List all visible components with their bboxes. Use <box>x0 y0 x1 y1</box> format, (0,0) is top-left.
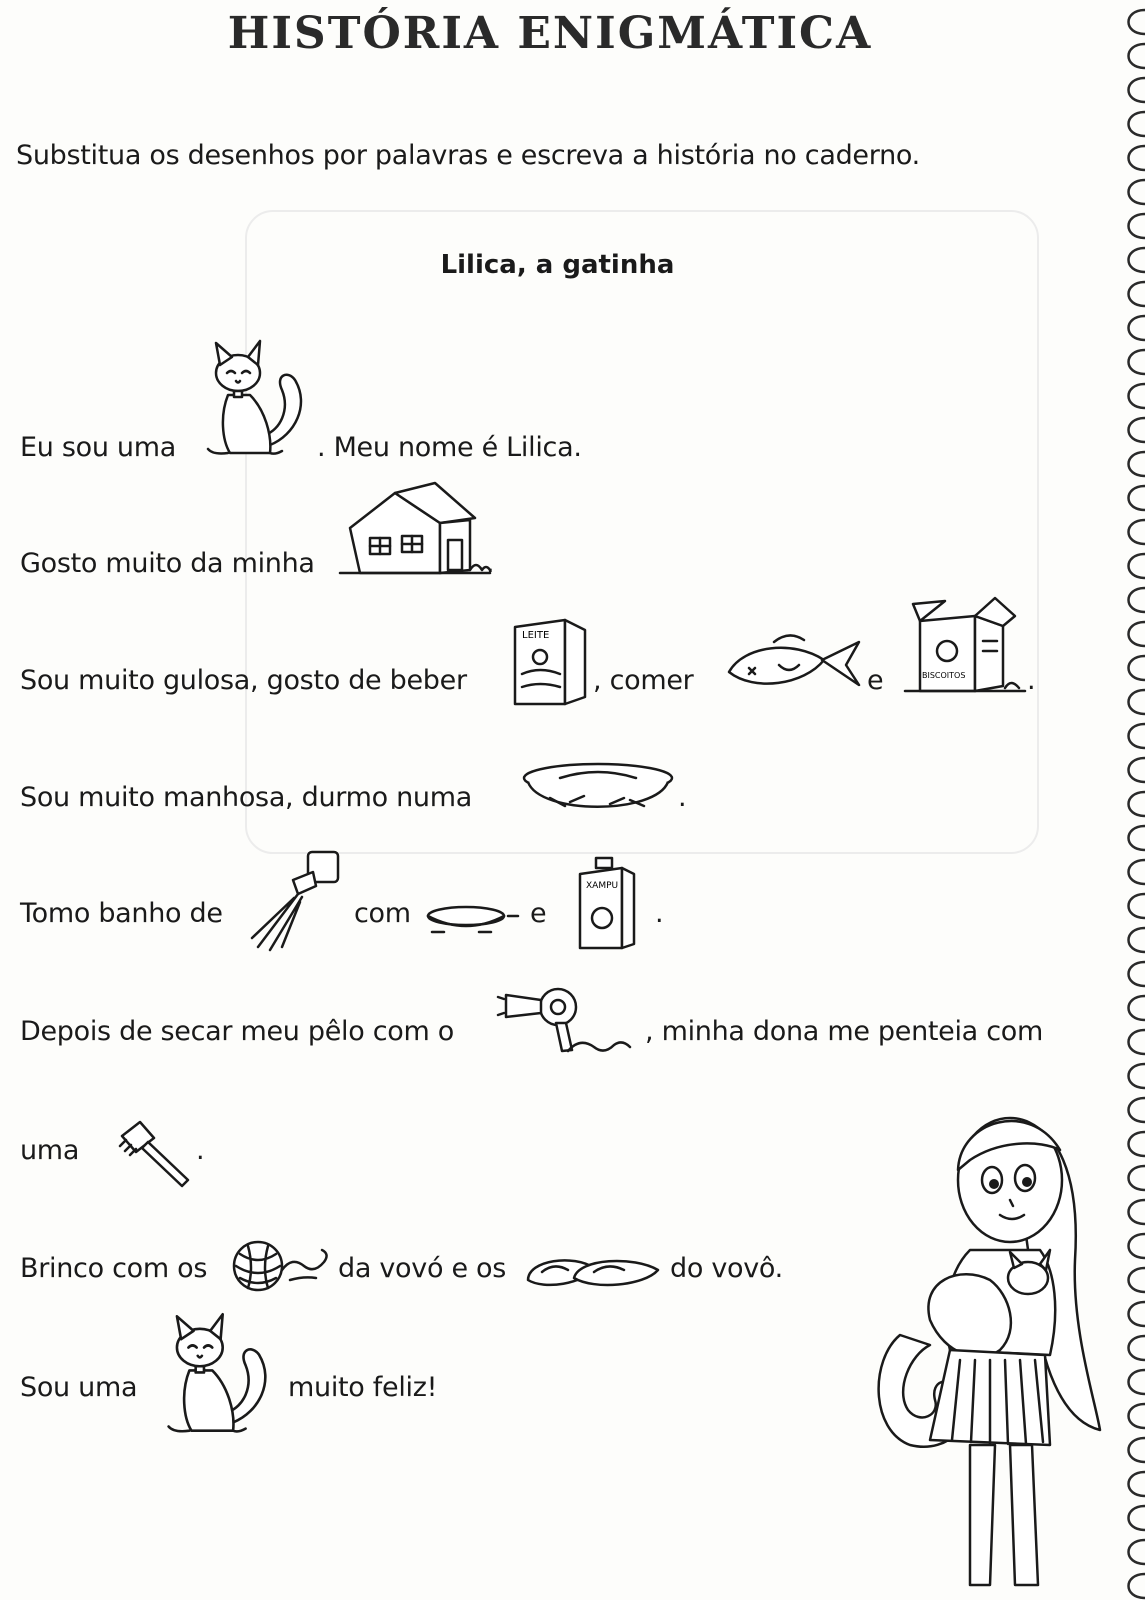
cat-icon <box>160 1308 275 1438</box>
story-line-7-start: uma <box>20 1135 80 1166</box>
spiral-loop <box>1129 622 1145 646</box>
spiral-loop <box>1129 1098 1145 1122</box>
spiral-binding <box>1105 0 1145 1600</box>
story-line-8-end: do vovô. <box>670 1253 783 1284</box>
spiral-loop <box>1129 724 1145 748</box>
spiral-loop <box>1129 656 1145 680</box>
spiral-loop <box>1129 1506 1145 1530</box>
spiral-loop <box>1129 248 1145 272</box>
shampoo-icon <box>572 856 642 956</box>
spiral-loop <box>1129 520 1145 544</box>
fish-icon <box>724 630 864 695</box>
story-line-5-and: e <box>530 898 547 929</box>
spiral-loop <box>1129 1268 1145 1292</box>
spiral-loop <box>1129 1234 1145 1258</box>
instruction-text: Substitua os desenhos por palavras e escreva a história no caderno. <box>16 140 920 171</box>
spiral-loop <box>1129 1370 1145 1394</box>
spiral-loop <box>1129 146 1145 170</box>
spiral-loop <box>1129 418 1145 442</box>
spiral-loop <box>1129 1200 1145 1224</box>
spiral-loop <box>1129 690 1145 714</box>
story-line-3-and: e <box>867 665 884 696</box>
comb-icon <box>118 1118 193 1188</box>
story-line-2-start: Gosto muito da minha <box>20 548 315 579</box>
spiral-loop <box>1129 1166 1145 1190</box>
spiral-loop <box>1129 996 1145 1020</box>
story-line-5-with: com <box>354 898 411 929</box>
spiral-loop <box>1129 1132 1145 1156</box>
spiral-loop <box>1129 350 1145 374</box>
cookies-label: BISCOITOS <box>922 671 966 680</box>
spiral-loop <box>1129 10 1145 34</box>
milk-label: LEITE <box>522 630 550 641</box>
spiral-loop <box>1129 316 1145 340</box>
spiral-loop <box>1129 826 1145 850</box>
spiral-loop <box>1129 928 1145 952</box>
story-line-7-end: . <box>196 1135 205 1166</box>
story-line-5-start: Tomo banho de <box>20 898 223 929</box>
spiral-loop <box>1129 792 1145 816</box>
story-line-1-end: . Meu nome é Lilica. <box>317 432 582 463</box>
story-title: Lilica, a gatinha <box>440 250 675 280</box>
spiral-loop <box>1129 860 1145 884</box>
spiral-loop <box>1129 78 1145 102</box>
soap-icon <box>424 902 524 942</box>
house-icon <box>340 478 490 578</box>
spiral-loop <box>1129 384 1145 408</box>
cookie-box-icon <box>905 596 1025 696</box>
spiral-loop <box>1129 962 1145 986</box>
girl-with-cat-illustration <box>860 1100 1110 1595</box>
spiral-loop <box>1129 452 1145 476</box>
story-line-9-end: muito feliz! <box>288 1372 438 1403</box>
story-line-8-mid: da vovó e os <box>338 1253 507 1284</box>
story-line-3-end: . <box>1027 665 1036 696</box>
spiral-loop <box>1129 1472 1145 1496</box>
story-line-3-start: Sou muito gulosa, gosto de beber <box>20 665 467 696</box>
page-title: HISTÓRIA ENIGMÁTICA <box>227 8 873 59</box>
story-line-3-mid: , comer <box>593 665 694 696</box>
spiral-loop <box>1129 554 1145 578</box>
spiral-loop <box>1129 1540 1145 1564</box>
shower-icon <box>248 842 348 952</box>
yarn-ball-icon <box>230 1240 335 1295</box>
story-line-2-end: . <box>486 548 495 579</box>
spiral-loop <box>1129 486 1145 510</box>
spiral-loop <box>1129 758 1145 782</box>
spiral-loop <box>1129 1336 1145 1360</box>
spiral-loop <box>1129 1404 1145 1428</box>
spiral-loop <box>1129 214 1145 238</box>
spiral-loop <box>1129 1302 1145 1326</box>
story-line-9-start: Sou uma <box>20 1372 138 1403</box>
story-line-1-start: Eu sou uma <box>20 432 176 463</box>
spiral-loop <box>1129 588 1145 612</box>
milk-carton-icon <box>510 612 590 707</box>
story-line-6-end: , minha dona me penteia com <box>645 1016 1043 1047</box>
spiral-loop <box>1129 282 1145 306</box>
spiral-loop <box>1129 112 1145 136</box>
spiral-loop <box>1129 1030 1145 1054</box>
spiral-loop <box>1129 1064 1145 1088</box>
spiral-loop <box>1129 180 1145 204</box>
slippers-icon <box>524 1250 664 1292</box>
shampoo-label: XAMPU <box>586 881 619 891</box>
story-line-4-start: Sou muito manhosa, durmo numa <box>20 782 472 813</box>
story-line-4-end: . <box>678 782 687 813</box>
spiral-loop <box>1129 894 1145 918</box>
story-line-6-start: Depois de secar meu pêlo com o <box>20 1016 455 1047</box>
story-line-8-start: Brinco com os <box>20 1253 208 1284</box>
hair-dryer-icon <box>496 985 641 1060</box>
basket-bed-icon <box>520 760 675 820</box>
spiral-loop <box>1129 44 1145 68</box>
spiral-loop <box>1129 1438 1145 1462</box>
story-line-5-end: . <box>655 898 664 929</box>
cat-icon <box>200 335 310 460</box>
spiral-loop <box>1129 1574 1145 1598</box>
